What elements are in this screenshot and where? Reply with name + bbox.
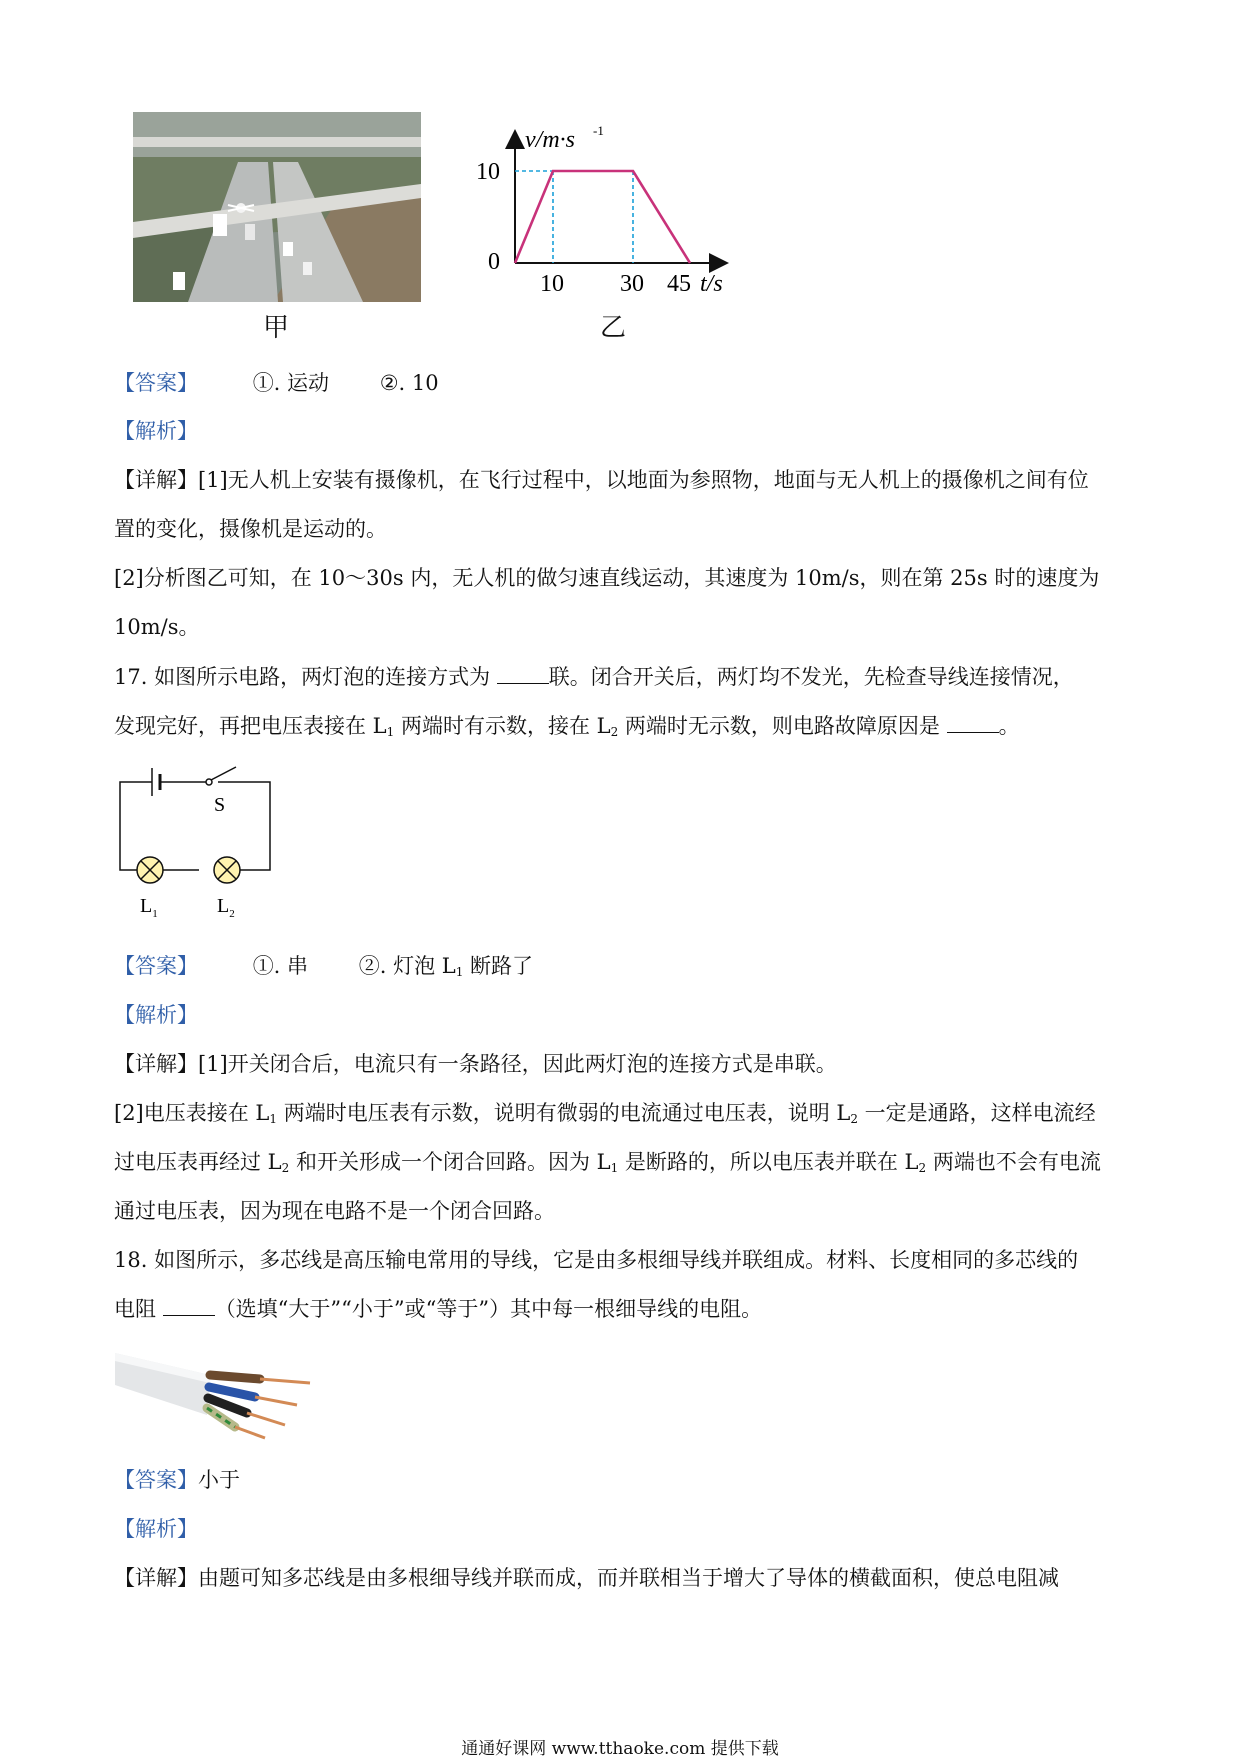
lamp-l1-icon [137, 857, 163, 883]
blank-1 [497, 667, 549, 684]
velocity-line [515, 171, 690, 263]
blank-2 [947, 716, 999, 733]
lamp1-label: $L_1$ [140, 895, 158, 920]
q16-answer-1: ①. 运动 [252, 371, 330, 395]
series-circuit-diagram [110, 760, 280, 925]
q17-question-line2: 发现完好，再把电压表接在 $L_1$ 两端时有示数，接在 $L_2$ 两端时无示数，则电路故障原因是 。 [114, 714, 1020, 739]
multicore-cable-image [115, 1345, 315, 1440]
figure-yi-label: 乙 [600, 313, 627, 343]
q16-answer-line [114, 370, 439, 396]
y-axis-label: v/m·s [525, 127, 575, 153]
page-footer: 通通好课网 www.tthaoke.com 提供下载 [461, 1739, 779, 1759]
lamp2-label: $L_2$ [217, 895, 235, 920]
blank-3 [163, 1299, 215, 1316]
detail-tag: 【详解】 [114, 468, 198, 492]
q18-answer-line: 【答案】小于 [114, 1468, 240, 1492]
q16-detail-line3: [2]分析图乙可知，在 10～30s 内，无人机的做匀速直线运动，其速度为 10m/s，则在第 25s 时的速度为 [114, 566, 1100, 590]
detail-tag: 【详解】 [114, 1052, 198, 1076]
q17-detail-line2: [2]电压表接在 $L_1$ 两端时电压表有示数，说明有微弱的电流通过电压表，说明 $L_2$ 一定是通路，这样电流经 [114, 1101, 1096, 1126]
lamp-l2-icon [214, 857, 240, 883]
answer-tag: 【答案】 [114, 1468, 198, 1492]
q17-detail-line3: 过电压表再经过 $L_2$ 和开关形成一个闭合回路。因为 $L_1$ 是断路的，所以电压表并联在 $L_2$ 两端也不会有电流 [114, 1150, 1101, 1175]
q18-question-line2: 电阻 （选填“大于”“小于”或“等于”）其中每一根细导线的电阻。 [114, 1297, 763, 1321]
switch-label: S [214, 794, 226, 816]
origin-label: 0 [488, 249, 500, 275]
y-axis-exponent: -1 [593, 125, 604, 138]
x-tick-10: 10 [540, 271, 564, 297]
detail-tag: 【详解】 [114, 1566, 198, 1590]
x-tick-45: 45 [667, 271, 691, 297]
q17-answer-line: 【答案】 ①. 串 ②. 灯泡 $L_1$ 断路了 [114, 954, 534, 979]
q17-question-line1: 17. 如图所示电路，两灯泡的连接方式为 联。闭合开关后，两灯均不发光，先检查导线连接情况， [114, 665, 1074, 689]
answer-tag: 【答案】 [114, 954, 198, 978]
q16-analysis-tag: 【解析】 [114, 419, 198, 443]
answer-tag: 【答案】 [114, 371, 198, 395]
q18-detail-line1: 【详解】由题可知多芯线是由多根细导线并联而成，而并联相当于增大了导体的横截面积，使总电阻减 [114, 1566, 1059, 1590]
switch-lever [211, 767, 236, 780]
q16-detail-line2: 置的变化，摄像机是运动的。 [114, 517, 387, 541]
x-tick-30: 30 [620, 271, 644, 297]
q18-analysis-tag: 【解析】 [114, 1517, 198, 1541]
q16-detail-line4: 10m/s。 [114, 615, 200, 639]
q17-detail-line4: 通过电压表，因为现在电路不是一个闭合回路。 [114, 1199, 555, 1223]
y-tick-10: 10 [476, 159, 500, 185]
x-axis-label: t/s [700, 271, 723, 297]
figure-jia-label: 甲 [263, 313, 290, 343]
q17-detail-line1: 【详解】[1]开关闭合后，电流只有一条路径，因此两灯泡的连接方式是串联。 [114, 1052, 837, 1076]
q16-detail-line1: 【详解】[1]无人机上安装有摄像机，在飞行过程中，以地面为参照物，地面与无人机上的摄像机之间有位 [114, 468, 1089, 492]
velocity-time-graph [470, 125, 750, 300]
q17-analysis-tag: 【解析】 [114, 1003, 198, 1027]
q16-answer-2: ②. 10 [379, 371, 439, 395]
q18-question-line1: 18. 如图所示，多芯线是高压输电常用的导线，它是由多根细导线并联组成。材料、长度相同的多芯线的 [114, 1248, 1079, 1272]
drone-highway-photo [133, 112, 421, 302]
